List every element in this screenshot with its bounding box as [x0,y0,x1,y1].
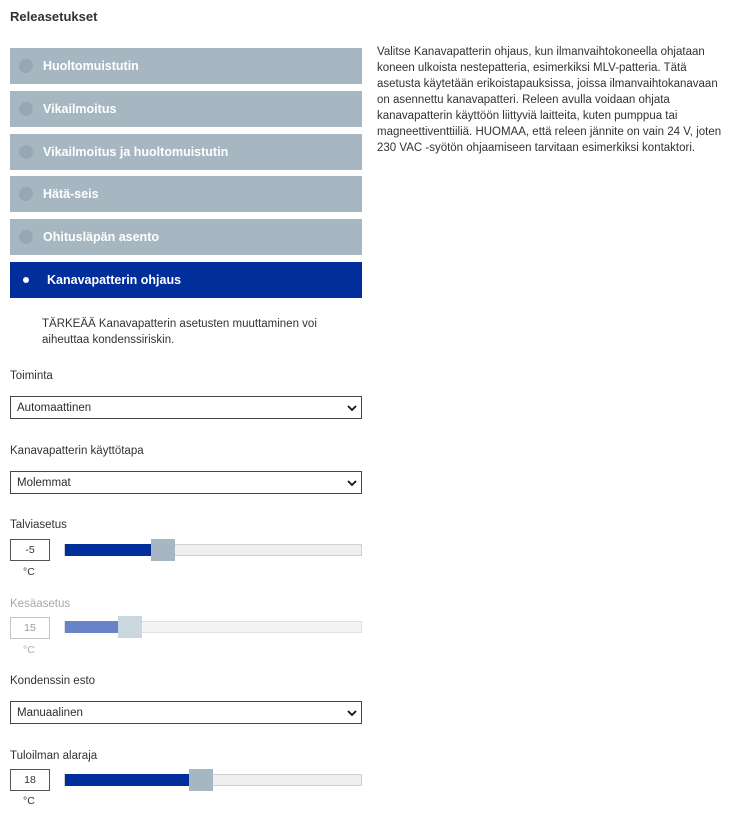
talviasetus-slider-fill [65,544,163,556]
relay-option-list [10,48,362,305]
radio-dot-icon [19,230,33,244]
radio-selected-icon [23,277,29,283]
condensation-warning: TÄRKEÄÄ Kanavapatterin asetusten muuttaminen voi aiheuttaa kondenssiriskin. [42,318,317,346]
radio-dot-icon [19,59,33,73]
tuloilma-unit: °C [23,795,35,807]
tuloilma-slider[interactable] [64,774,362,786]
chevron-down-icon [347,403,357,413]
tuloilma-value-box[interactable]: 18 [10,769,50,791]
relay-option-label: Vikailmoitus [43,101,117,116]
kondenssi-select-value: Manuaalinen [17,706,83,719]
tuloilma-slider-fill [65,774,201,786]
kesaasetus-unit: °C [23,644,35,656]
toiminta-select-value: Automaattinen [17,401,92,414]
relay-description: Valitse Kanavapatterin ohjaus, kun ilmanvaihtokoneella ohjataan koneen ulkoista nestepatteria, esimerkiksi MLV-patteria. Tätä asetusta käytetään erikoistapauksissa, joissa ilmanvaihtokanavaan on asennettu kanavapatteri. Releen avulla voidaan ohjata kanavapatterin käyttöön liittyviä laitteita, kuten pumppua tai magneettiventtiiliä. HUOMAA, että releen jännite on vain 24 V, joten 230 VAC -syötön ohjaamiseen tarvitaan esimerkiksi kontaktori. [377,46,722,154]
talviasetus-slider-handle[interactable] [151,539,175,561]
kesaasetus-label: Kesäasetus [10,598,71,610]
toiminta-select[interactable] [10,396,362,419]
kayttotapa-select-value: Molemmat [17,476,71,489]
relay-option-huoltomuistutin[interactable] [10,48,362,84]
talviasetus-slider[interactable] [64,544,362,556]
kondenssi-label: Kondenssin esto [10,675,96,687]
relay-option-label: Huoltomuistutin [43,59,139,73]
relay-option-vikailmoitus[interactable] [10,91,362,127]
relay-option-kanavapatterin-ohjaus[interactable] [10,262,362,298]
radio-dot-icon [19,145,33,159]
kesaasetus-value-box: 15 [10,617,50,639]
relay-option-label: Ohitusläpän asento [43,230,159,245]
tuloilma-label: Tuloilman alaraja [10,750,98,762]
radio-dot-icon [19,187,33,201]
talviasetus-label: Talviasetus [10,519,67,531]
tuloilma-slider-handle[interactable] [189,769,213,791]
relay-option-label: Hätä-seis [43,187,99,202]
relay-option-label: Kanavapatterin ohjaus [47,272,182,287]
relay-option-vikailmoitus-ja-huoltomuistutin[interactable] [10,134,362,170]
chevron-down-icon [347,708,357,718]
relay-option-hata-seis[interactable] [10,176,362,212]
relay-option-ohituslapan-asento[interactable] [10,219,362,255]
radio-dot-icon [19,102,33,116]
kesaasetus-slider [64,621,362,633]
relay-option-label: Vikailmoitus ja huoltomuistutin [43,144,229,159]
kayttotapa-select[interactable] [10,471,362,494]
kayttotapa-label: Kanavapatterin käyttötapa [10,445,144,457]
toiminta-label: Toiminta [10,370,53,382]
talviasetus-value-box[interactable]: -5 [10,539,50,561]
kondenssi-select[interactable] [10,701,362,724]
page-title: Releasetukset [10,9,98,24]
chevron-down-icon [347,478,357,488]
kesaasetus-slider-handle [118,616,142,638]
talviasetus-unit: °C [23,566,35,578]
